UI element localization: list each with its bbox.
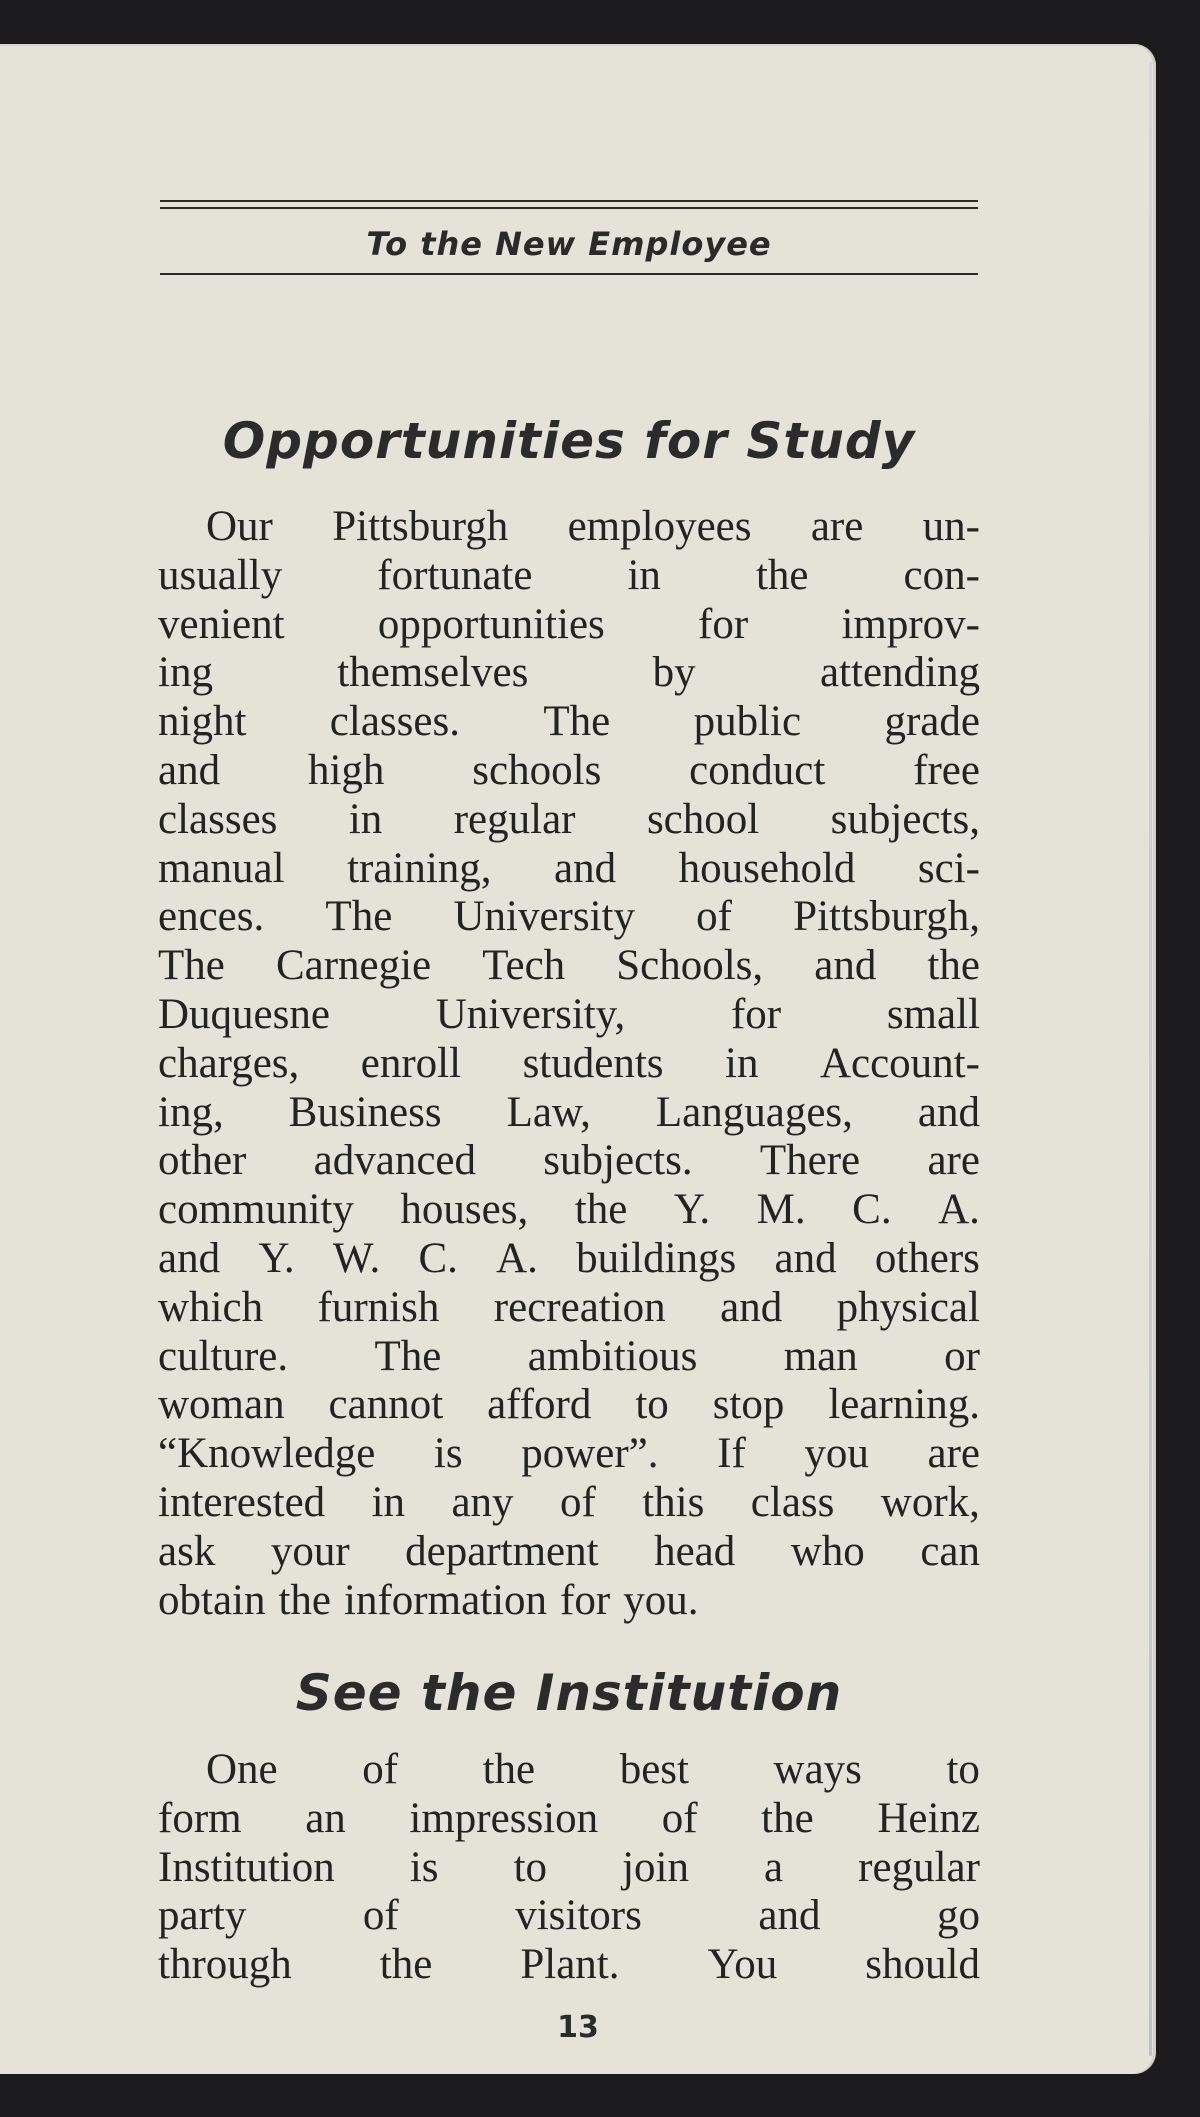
section-title-study: Opportunities for Study	[222, 412, 916, 470]
text-line: venient opportunities for improv-	[158, 600, 980, 648]
text-line: Institution is to join a regular	[158, 1843, 980, 1891]
text-line: The Carnegie Tech Schools, and the	[158, 942, 980, 990]
text-line: charges, enroll students in Account-	[158, 1039, 980, 1087]
text-line: which furnish recreation and physical	[158, 1283, 980, 1331]
text-line: ing, Business Law, Languages, and	[158, 1088, 980, 1136]
paragraph-institution	[158, 1746, 980, 1990]
text-line: “Knowledge is power”. If you are	[158, 1430, 980, 1478]
text-line: obtain the information for you.	[158, 1576, 699, 1624]
text-line: Our Pittsburgh employees are un-	[206, 503, 980, 550]
text-line: One of the best ways to	[206, 1746, 980, 1793]
page-edge	[1149, 62, 1152, 2056]
text-line: party of visitors and go	[158, 1892, 980, 1940]
header-rule-top-second	[160, 207, 978, 209]
booklet-page	[0, 44, 1156, 2074]
text-line: ask your department head who can	[158, 1527, 980, 1575]
text-line: night classes. The public grade	[158, 698, 980, 746]
running-header	[160, 200, 978, 275]
header-rule-bottom	[160, 273, 978, 275]
text-line: other advanced subjects. There are	[158, 1137, 980, 1185]
text-line: and high schools conduct free	[158, 746, 980, 794]
text-line: interested in any of this class work,	[158, 1478, 980, 1526]
text-line: ences. The University of Pittsburgh,	[158, 893, 980, 941]
paragraph-study	[158, 503, 980, 1625]
header-rule-top	[160, 200, 978, 202]
text-line: culture. The ambitious man or	[158, 1332, 980, 1380]
page-number: 13	[557, 2010, 599, 2045]
text-line: and Y. W. C. A. buildings and others	[158, 1234, 980, 1282]
text-line: through the Plant. You should	[158, 1941, 980, 1989]
text-line: classes in regular school subjects,	[158, 795, 980, 843]
running-head: To the New Employee	[366, 225, 772, 263]
text-line: Duquesne University, for small	[158, 990, 980, 1038]
text-line: usually fortunate in the con-	[158, 551, 980, 599]
text-line: woman cannot afford to stop learning.	[158, 1381, 980, 1429]
text-line: ing themselves by attending	[158, 649, 980, 697]
section-title-institution: See the Institution	[295, 1664, 843, 1722]
text-line: form an impression of the Heinz	[158, 1794, 980, 1842]
text-line: community houses, the Y. M. C. A.	[158, 1186, 980, 1234]
text-line: manual training, and household sci-	[158, 844, 980, 892]
